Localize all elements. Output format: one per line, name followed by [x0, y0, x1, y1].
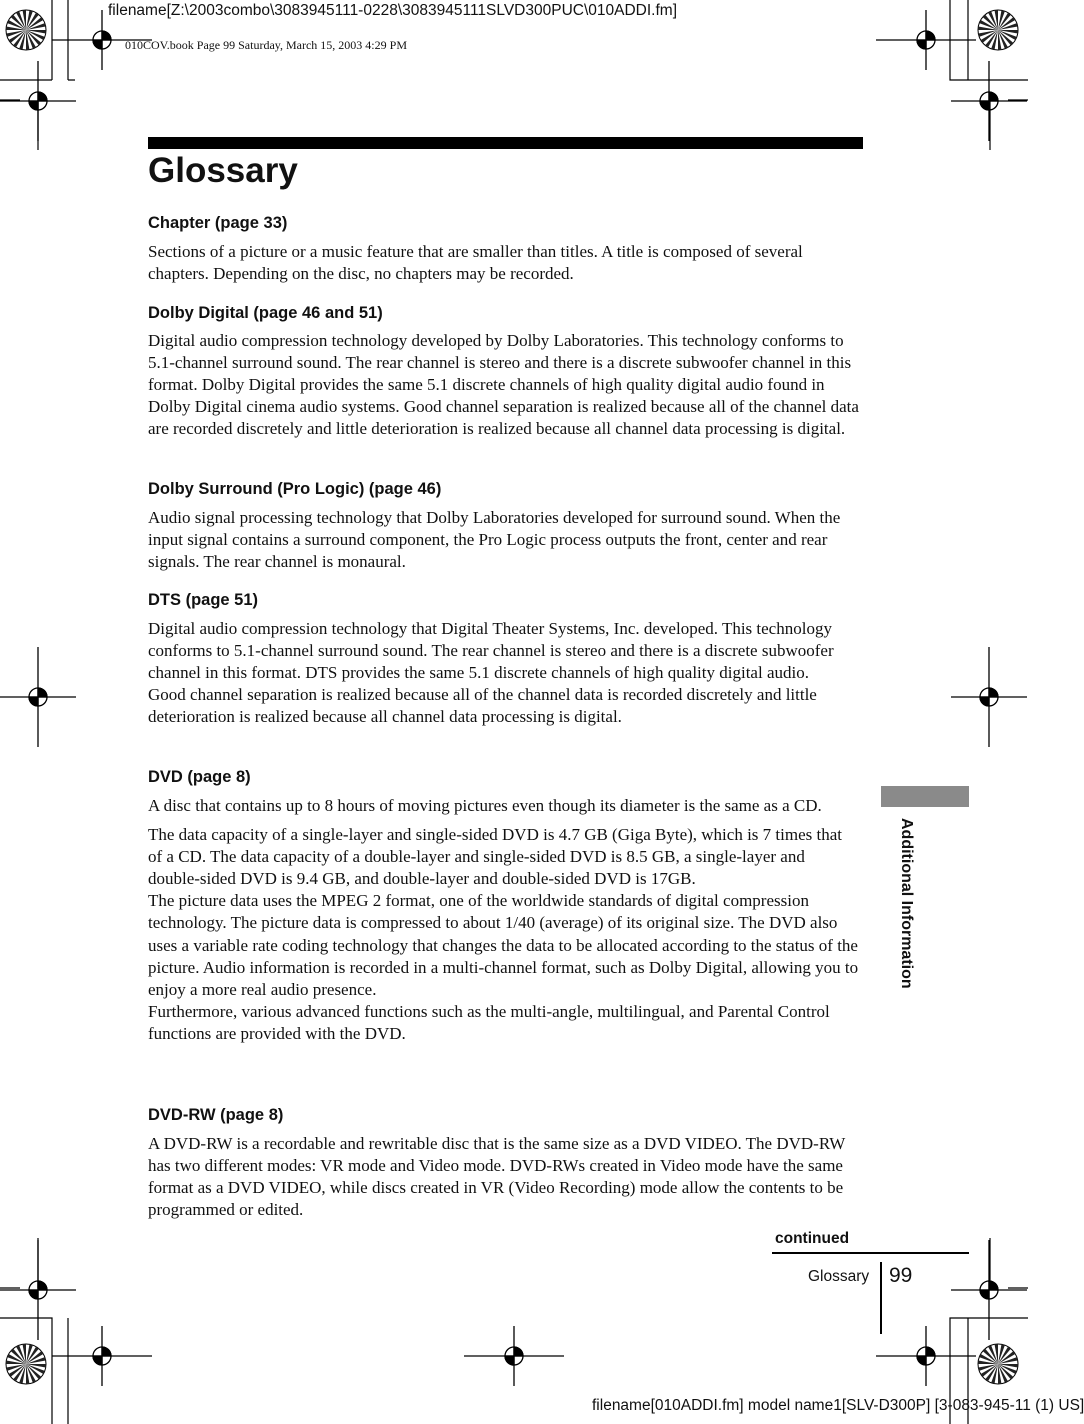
- registration-target-lower-right: [951, 1240, 1027, 1340]
- starburst-top-left: [6, 10, 46, 50]
- entry-paragraph: The data capacity of a single-layer and single-sided DVD is 4.7 GB (Giga Byte), which is 7 times that of a CD. The data capacity of a double-layer and single-sided DVD is 8.5 GB, a single-layer and double-sided DVD is 9.4 GB, and double-layer and double-sided DVD is 17GB.: [148, 825, 842, 889]
- entry-paragraph: Audio signal processing technology that Dolby Laboratories developed for surround sound. When the input signal contains a surround component, the Pro Logic process outputs the front, center and rear signals. The rear channel is monaural.: [148, 508, 841, 572]
- title-bar: [148, 137, 863, 149]
- entry-paragraph: A DVD-RW is a recordable and rewritable disc that is the same size as a DVD VIDEO. The DVD-RW has two different modes: VR mode and Video mode. DVD-RWs created in Video mode have the same format as a DVD VIDEO, while discs created in VR (Video Recording) mode allow the contents to be programmed or edited.: [148, 1134, 845, 1220]
- starburst-bottom-left: [6, 1344, 46, 1384]
- entry-paragraph: Sections of a picture or a music feature that are smaller than titles. A title is composed of several chapters. Depending on the disc, no chapters may be recorded.: [148, 242, 803, 284]
- starburst-top-right: [978, 10, 1018, 50]
- registration-target-top-right: [876, 10, 976, 70]
- page-number: 99: [889, 1264, 913, 1287]
- entry-body-dts: [148, 618, 860, 728]
- starburst-bottom-right: [978, 1344, 1018, 1384]
- entry-heading-dts: DTS (page 51): [148, 591, 259, 609]
- entry-body-dolby-surround: [148, 507, 860, 573]
- continued-label: continued: [775, 1230, 850, 1247]
- side-section-label: Additional Information: [898, 818, 915, 989]
- registration-target-mid-right: [951, 647, 1027, 747]
- entry-heading-dvd-rw: DVD-RW (page 8): [148, 1106, 284, 1124]
- footer-section-name: Glossary: [808, 1268, 870, 1285]
- continued-rule: [772, 1252, 969, 1254]
- registration-target-bottom-left: [52, 1326, 152, 1386]
- entry-paragraph: The picture data uses the MPEG 2 format, one of the worldwide standards of digital compression technology. The picture data is compressed to about 1/40 (average) of its original size. The DVD also uses a variable rate coding technology that changes the data to be allocated according to the status of the picture. Audio information is recorded in a multi-channel format, such as Dolby Digital, allowing you to enjoy a more real audio presence.: [148, 891, 859, 999]
- registration-target-upper-left: [0, 61, 76, 141]
- entry-body-dvd-rw: [148, 1133, 860, 1221]
- entry-paragraph: A disc that contains up to 8 hours of moving pictures even though its diameter is the same as a CD.: [148, 796, 822, 815]
- entry-paragraph: Good channel separation is realized because all of the channel data is recorded discretely and little deterioration is realized because all channel data processing is digital.: [148, 685, 817, 727]
- header-file-path: filename[Z:\2003combo\3083945111-0228\3083945111SLVD300PUC\010ADDI.fm]: [108, 2, 677, 19]
- registration-target-lower-left: [0, 1240, 76, 1340]
- registration-target-bottom-center: [464, 1326, 564, 1386]
- footer-file-info: filename[010ADDI.fm] model name1[SLV-D300P] [3-083-945-11 (1) US]: [592, 1397, 1084, 1414]
- entry-paragraph: Digital audio compression technology developed by Dolby Laboratories. This technology conforms to 5.1-channel surround sound. The rear channel is stereo and there is a discrete subwoofer channel in this format. Dolby Digital provides the same 5.1 discrete channels of high quality digital audio found in Dolby Digital cinema audio systems. Good channel separation is realized because all of the channel data are recorded discretely and little deterioration is realized because all channel data processing is digital.: [148, 331, 859, 439]
- entry-heading-dolby-surround: Dolby Surround (Pro Logic) (page 46): [148, 480, 442, 498]
- page-title: Glossary: [148, 151, 298, 190]
- registration-target-mid-left: [0, 647, 76, 747]
- entry-heading-dvd: DVD (page 8): [148, 768, 251, 786]
- entry-heading-dolby-digital: Dolby Digital (page 46 and 51): [148, 304, 383, 322]
- entry-body-dvd: [148, 795, 860, 1045]
- registration-target-bottom-right: [876, 1326, 976, 1386]
- entry-body-dolby-digital: [148, 330, 860, 440]
- entry-body-chapter: [148, 241, 860, 285]
- section-tab-marker: [881, 786, 969, 807]
- registration-target-upper-right: [951, 61, 1027, 141]
- entry-heading-chapter: Chapter (page 33): [148, 214, 288, 232]
- footer-divider: [880, 1262, 882, 1334]
- book-info: 010COV.book Page 99 Saturday, March 15, 2003 4:29 PM: [125, 38, 407, 52]
- entry-paragraph: Digital audio compression technology that Digital Theater Systems, Inc. developed. This technology conforms to 5.1-channel surround sound. The rear channel is stereo and there is a discrete subwoofer channel in this format. DTS provides the same 5.1 discrete channels of high quality digital audio.: [148, 619, 834, 683]
- entry-paragraph: Furthermore, various advanced functions such as the multi-angle, multilingual, and Parental Control functions are provided with the DVD.: [148, 1001, 830, 1043]
